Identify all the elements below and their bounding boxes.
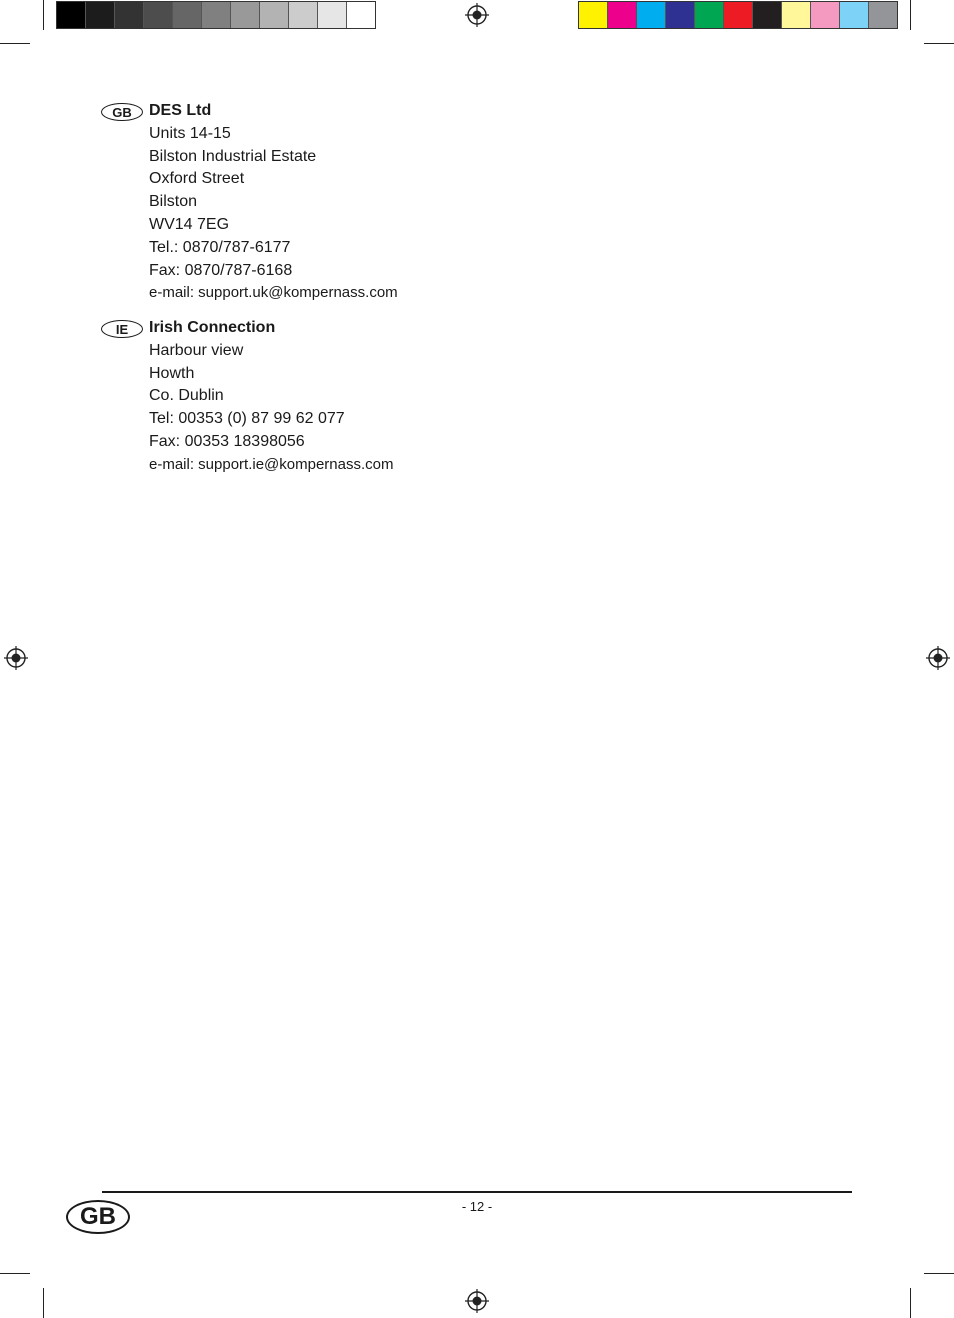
registration-mark-icon: [465, 1289, 489, 1313]
color-swatch: [318, 2, 347, 28]
address-line: Co. Dublin: [149, 387, 224, 405]
crop-mark: [43, 0, 44, 30]
registration-mark-icon: [4, 646, 28, 670]
crop-mark: [910, 0, 911, 30]
address-line: WV14 7EG: [149, 215, 230, 233]
color-calibration-bar: [578, 1, 898, 29]
color-swatch: [202, 2, 231, 28]
crop-mark: [910, 1288, 911, 1318]
address-line: Units 14-15: [149, 124, 231, 142]
color-swatch: [869, 2, 897, 28]
address-line: Bilston Industrial Estate: [149, 147, 317, 165]
address-line: Bilston: [149, 193, 198, 211]
country-badge: GB: [101, 103, 143, 121]
color-swatch: [144, 2, 173, 28]
fax: Fax: 00353 18398056: [149, 432, 305, 450]
color-swatch: [231, 2, 260, 28]
color-swatch: [608, 2, 637, 28]
language-badge: GB: [66, 1200, 130, 1234]
email-link[interactable]: e-mail: support.ie@kompernass.com: [149, 455, 394, 473]
color-swatch: [782, 2, 811, 28]
fax: Fax: 0870/787-6168: [149, 261, 293, 279]
grayscale-calibration-bar: [56, 1, 376, 29]
crop-mark: [0, 1273, 30, 1274]
color-swatch: [289, 2, 318, 28]
phone: Tel.: 0870/787-6177: [149, 238, 291, 256]
phone: Tel: 00353 (0) 87 99 62 077: [149, 410, 345, 428]
address: [149, 317, 393, 477]
crop-mark: [924, 1273, 954, 1274]
color-swatch: [579, 2, 608, 28]
page-number: - 12 -: [461, 1199, 493, 1214]
country-badge: IE: [101, 320, 143, 338]
address-line: Harbour view: [149, 341, 244, 359]
address: [149, 100, 398, 305]
registration-mark-icon: [465, 3, 489, 27]
color-swatch: [695, 2, 724, 28]
company-name: DES Ltd: [149, 102, 212, 119]
crop-mark: [0, 43, 30, 44]
color-swatch: [666, 2, 695, 28]
color-swatch: [260, 2, 289, 28]
color-swatch: [753, 2, 782, 28]
color-swatch: [57, 2, 86, 28]
footer-divider: [102, 1191, 852, 1193]
color-swatch: [173, 2, 202, 28]
registration-mark-icon: [926, 646, 950, 670]
address-line: Oxford Street: [149, 170, 245, 188]
color-swatch: [347, 2, 375, 28]
color-swatch: [724, 2, 753, 28]
address-line: Howth: [149, 364, 195, 382]
color-swatch: [840, 2, 869, 28]
color-swatch: [811, 2, 840, 28]
crop-mark: [43, 1288, 44, 1318]
crop-mark: [924, 43, 954, 44]
color-swatch: [86, 2, 115, 28]
color-swatch: [637, 2, 666, 28]
color-swatch: [115, 2, 144, 28]
company-name: Irish Connection: [149, 319, 276, 336]
email-link[interactable]: e-mail: support.uk@kompernass.com: [149, 284, 398, 302]
